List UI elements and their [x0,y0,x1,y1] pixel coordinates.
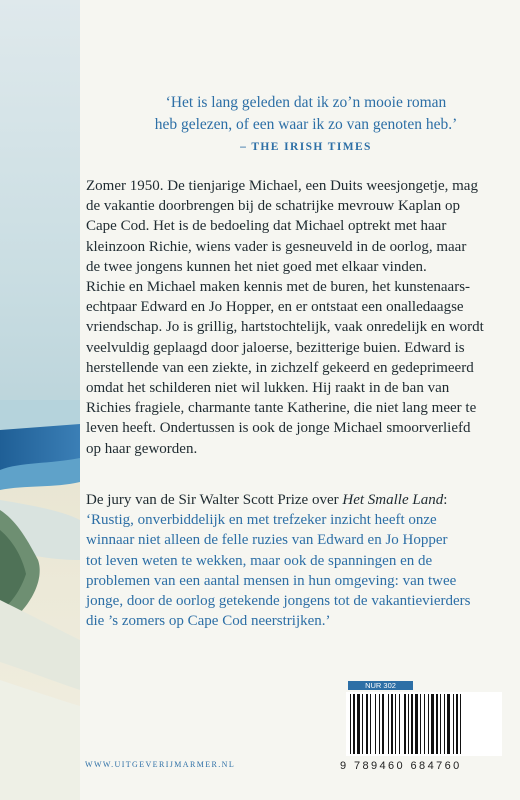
jury-intro [86,490,500,510]
jury-quote-line: tot leven weten te wekken, maar ook de spanningen en de [86,552,433,569]
publisher-website: WWW.UITGEVERIJMARMER.NL [85,760,236,769]
blurb-line: herstellende van een ziekte, in zichzelf gekeerd en gedeprimeerd [86,359,474,376]
blurb [86,176,500,459]
blurb-line: op haar geworden. [86,440,198,457]
book-title: Het Smalle Land [342,492,444,508]
blurb-line: kleinzoon Richie, wiens vader is gesneuveld in de oorlog, maar [86,238,467,255]
blurb-line: Zomer 1950. De tienjarige Michael, een Duits weesjongetje, mag [86,178,478,194]
blurb-line: Richie en Michael maken kennis met de buren, het kunstenaars- [86,279,471,296]
isbn-barcode [346,692,502,756]
blurb-line: de twee jongens kunnen het niet goed met elkaar vinden. [86,258,427,275]
blurb-line: echtpaar Edward en Jo Hopper, en er ontstaat een onalledaagse [86,299,464,316]
isbn-digits: 9 789460 684760 [340,760,462,772]
jury-section [86,490,500,631]
jury-quote-line: winnaar niet alleen de felle ruzies van Edward en Jo Hopper [86,532,448,549]
blurb-line: Richies fragiele, charmante tante Katherine, die niet lang meer te [86,400,477,417]
press-quote-line: heb gelezen, of een waar ik zo van genoten heb.’ [154,116,458,133]
jury-quote-line: jonge, door de oorlog getekende jongens tot de vakantievierders [86,593,471,610]
blurb-line: vriendschap. Jo is grillig, hartstochtelijk, vaak onredelijk en wordt [86,319,484,336]
nur-label: NUR 302 [348,681,413,690]
press-quote-line: ‘Het is lang geleden dat ik zo’n mooie roman [165,94,447,111]
blurb-line: omdat het schilderen niet wil lukken. Hij raakt in de ban van [86,380,450,397]
press-quote [126,92,486,158]
jury-quote-line: problemen van een aantal mensen in hun omgeving: van twee [86,572,457,589]
blurb-line: Cape Cod. Het is de bedoeling dat Michael optrekt met haar [86,218,447,235]
blurb-line: de vakantie doorbrengen bij de schatrijke mevrouw Kaplan op [86,198,461,215]
jury-quote-line: ‘Rustig, onverbiddelijk en met trefzeker inzicht heeft onze [86,512,437,529]
jury-intro-text: De jury van de Sir Walter Scott Prize over [86,492,343,508]
cover-painting-strip [0,0,80,800]
blurb-line: veelvuldig geplaagd door jaloerse, bezitterige buien. Edward is [86,339,465,356]
jury-quote-line: die ’s zomers op Cape Cod neerstrijken.’ [86,613,331,630]
press-quote-source: – THE IRISH TIMES [240,141,372,153]
blurb-line: leven heeft. Ondertussen is ook de jonge Michael smoorverliefd [86,420,471,437]
jury-intro-colon: : [443,492,448,508]
